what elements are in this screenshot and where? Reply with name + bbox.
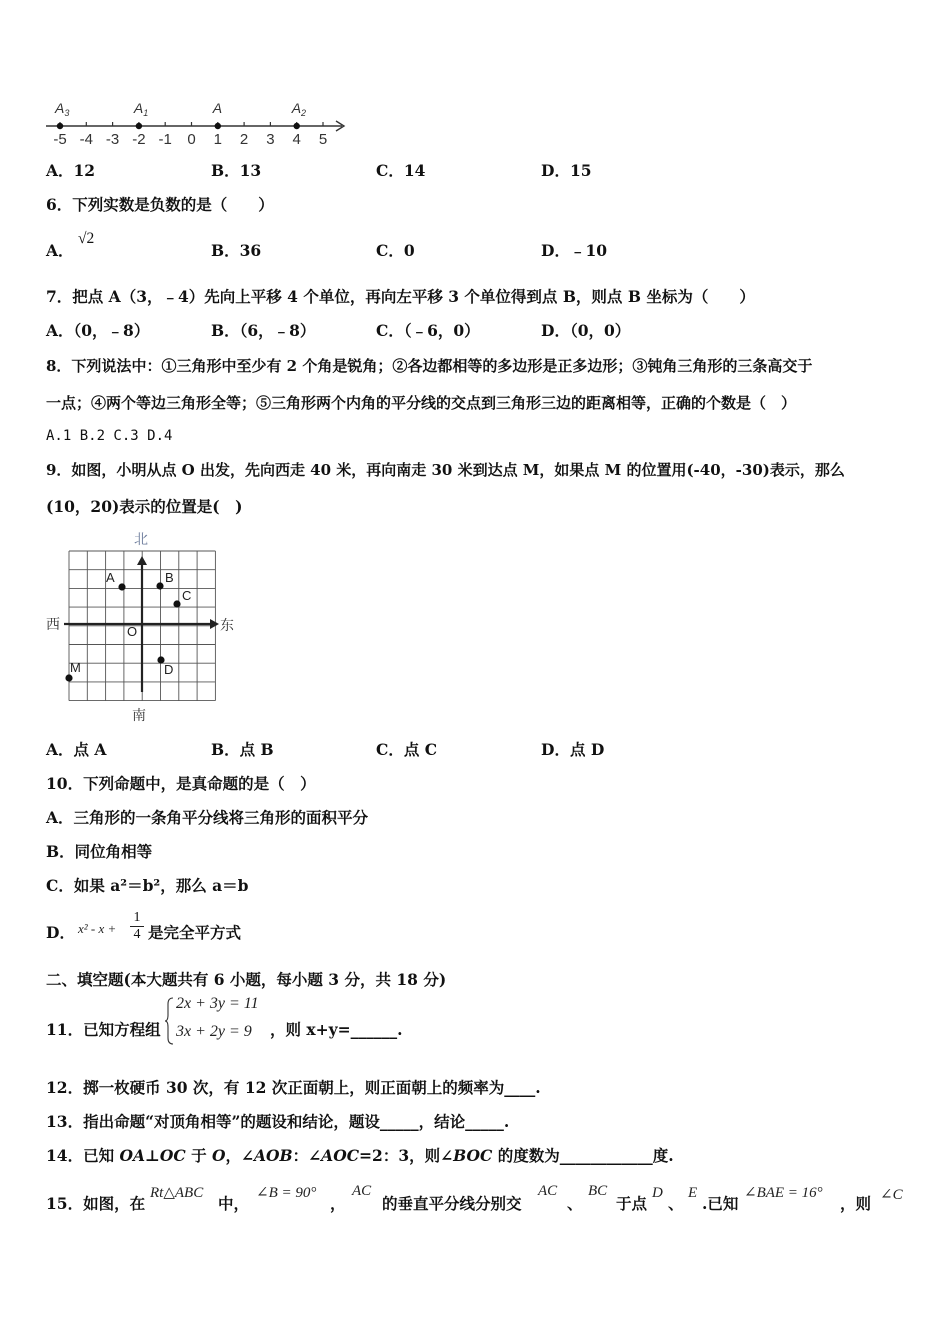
q14-part6: 的度数为____________度. <box>492 1146 674 1165</box>
q10-option-d-expr: x² - x + <box>78 921 117 936</box>
number-line-tick-label: 5 <box>318 131 328 148</box>
grid-point-label: D <box>164 662 174 677</box>
q15-part2: 中， <box>218 1194 250 1213</box>
q9-line1: 9．如图，小明从点 O 出发，先向西走 40 米，再向南走 30 米到达点 M，如果点 M 的位置用(-40，-30)表示，那么 <box>46 461 845 479</box>
q10-option-b[interactable]: B．同位角相等 <box>46 842 153 861</box>
grid-point-label: M <box>70 660 81 675</box>
q9-south-label: 南 <box>132 707 146 723</box>
q6-option-c[interactable]: C．0 <box>376 241 415 260</box>
q8-options[interactable]: A.1 B.2 C.3 D.4 <box>46 428 173 444</box>
number-line-tick-label: -1 <box>158 131 172 148</box>
number-line-tick-label: 3 <box>266 131 275 148</box>
number-line-tick-label: -4 <box>79 131 93 148</box>
number-line-point <box>57 123 63 129</box>
q15-part5: 、 <box>567 1194 583 1213</box>
q10-option-a[interactable]: A．三角形的一条角平分线将三角形的面积平分 <box>46 808 369 827</box>
q9-x-axis-arrow <box>210 619 219 629</box>
grid-point-label: C <box>182 588 192 603</box>
q15-math8: ∠BAE = 16° <box>744 1185 823 1201</box>
q9-option-b[interactable]: B．点 B <box>211 740 274 759</box>
q14-math2: O <box>212 1146 226 1165</box>
number-line-tick-label: -3 <box>105 131 120 148</box>
q10-fraction-denominator: 4 <box>133 927 141 942</box>
number-line-point <box>136 123 142 129</box>
grid-point-dot <box>65 674 72 681</box>
number-line-point-label: $A_1$ <box>133 100 149 118</box>
q9-y-axis-arrow <box>137 556 147 565</box>
number-line-tick-label: 2 <box>239 131 249 148</box>
q5-option-d[interactable]: D．15 <box>541 161 592 180</box>
q7-stem: 7．把点 A（3，﹣4）先向上平移 4 个单位，再向左平移 3 个单位得到点 B，则点 B 坐标为（ ） <box>46 287 755 306</box>
q15-math3: AC <box>352 1183 372 1199</box>
q11-equation-2: 3x + 2y = 9 <box>176 1023 252 1040</box>
number-line-tick-label: 4 <box>292 131 301 148</box>
q9-east-label: 东 <box>220 617 234 633</box>
number-line-tick-label: -2 <box>132 131 146 148</box>
number-line-tick-label: -5 <box>53 131 67 148</box>
q15-math1: Rt△ABC <box>150 1185 204 1201</box>
q15-math2: ∠B = 90° <box>256 1185 317 1201</box>
q15-math4: AC <box>538 1183 558 1199</box>
q15-math9: ∠C <box>880 1187 903 1203</box>
number-line-point <box>215 123 221 129</box>
q6-option-b[interactable]: B．36 <box>211 241 262 260</box>
q15-math7: E <box>688 1185 698 1201</box>
q15-part1: 15．如图，在 <box>46 1194 146 1213</box>
q9-option-d[interactable]: D．点 D <box>541 740 605 759</box>
q9-line2: (10，20)表示的位置是( ) <box>46 497 243 516</box>
q14-part3: ，∠ <box>225 1146 255 1165</box>
q5-option-b[interactable]: B．13 <box>211 161 262 180</box>
q14-math4: AOC <box>321 1146 360 1165</box>
q15-part6: 于点 <box>616 1194 648 1213</box>
grid-point-dot <box>173 600 180 607</box>
number-line-point-label: A <box>212 100 223 116</box>
q7-option-c[interactable]: C．（﹣6，0） <box>376 321 480 340</box>
grid-point-label: O <box>127 624 138 639</box>
grid-point-label: B <box>165 570 174 585</box>
q15-math5: BC <box>588 1183 608 1199</box>
q7-option-b[interactable]: B．（6，﹣8） <box>211 321 316 340</box>
q5-option-c[interactable]: C．14 <box>376 161 426 180</box>
q6-option-a-sqrt2: √2 <box>78 230 95 247</box>
q9-north-label: 北 <box>134 531 148 547</box>
q11-brace <box>164 996 174 1046</box>
q14-text <box>46 1146 674 1166</box>
q6-stem: 6．下列实数是负数的是（ ） <box>46 195 274 214</box>
q14-part1: 14．已知 <box>46 1146 120 1165</box>
q15-part4: 的垂直平分线分别交 <box>382 1194 522 1213</box>
q8-line1: 8．下列说法中：①三角形中至少有 2 个角是锐角；②各边都相等的多边形是正多边形；③钝角三角形的三条高交于 <box>46 357 813 375</box>
q10-stem: 10．下列命题中，是真命题的是（ ） <box>46 774 316 793</box>
grid-point-dot <box>156 582 163 589</box>
number-line-figure <box>40 98 360 154</box>
number-line-tick-label: 1 <box>213 131 222 148</box>
q9-grid-figure <box>44 528 244 724</box>
q15-part3: ， <box>330 1194 346 1213</box>
q5-option-a[interactable]: A．12 <box>46 161 96 180</box>
grid-point-dot <box>118 583 125 590</box>
q14-part5: =2：3，则∠ <box>359 1146 454 1165</box>
q14-math1: OA⊥OC <box>119 1146 186 1165</box>
q9-option-c[interactable]: C．点 C <box>376 740 438 759</box>
q11-equation-1: 2x + 3y = 11 <box>176 995 259 1012</box>
number-line-point-label: $A_3$ <box>55 100 70 118</box>
q7-option-d[interactable]: D．（0，0） <box>541 321 631 340</box>
q10-fraction-numerator: 1 <box>133 910 141 925</box>
number-line-point-label: $A_2$ <box>291 100 307 118</box>
q15-part9: ，则 <box>840 1194 872 1213</box>
q6-option-d[interactable]: D．﹣10 <box>541 241 608 260</box>
grid-point-label: A <box>106 570 115 585</box>
q14-part2: 于 <box>185 1146 213 1165</box>
q10-option-d[interactable] <box>46 923 75 943</box>
number-line-tick-label: 0 <box>187 131 196 148</box>
q10-option-c[interactable]: C．如果 a²＝b²，那么 a＝b <box>46 876 249 895</box>
number-line-point <box>294 123 300 129</box>
section-2-heading: 二、填空题(本大题共有 6 小题，每小题 3 分，共 18 分) <box>46 970 447 989</box>
q12-text: 12．掷一枚硬币 30 次，有 12 次正面朝上，则正面朝上的频率为____. <box>46 1078 541 1097</box>
q10-option-d-fraction <box>130 910 144 943</box>
q6-option-a[interactable]: A． <box>46 241 74 260</box>
q10-option-d-suffix: 是完全平方式 <box>148 923 242 942</box>
q15-part7: 、 <box>668 1194 684 1213</box>
q14-math5: BOC <box>453 1146 493 1165</box>
number-line-points <box>54 100 306 129</box>
q14-math3: AOB <box>254 1146 293 1165</box>
q11-prefix: 11．已知方程组 <box>46 1020 161 1039</box>
q14-part4: ：∠ <box>292 1146 322 1165</box>
q13-text: 13．指出命题“对顶角相等”的题设和结论，题设_____，结论_____. <box>46 1112 510 1131</box>
q11-suffix: ，则 x+y=______. <box>270 1020 403 1039</box>
q15-part8: .已知 <box>702 1194 739 1213</box>
q8-line2: 一点；④两个等边三角形全等；⑤三角形两个内角的平分线的交点到三角形三边的距离相等，正确的个数是（ ） <box>46 394 797 412</box>
q9-west-label: 西 <box>46 616 60 632</box>
q9-option-a[interactable]: A．点 A <box>46 740 107 759</box>
q10-option-d-prefix: D． <box>46 923 75 942</box>
q7-option-a[interactable]: A．（0，﹣8） <box>46 321 150 340</box>
q15-math6: D <box>652 1185 663 1201</box>
